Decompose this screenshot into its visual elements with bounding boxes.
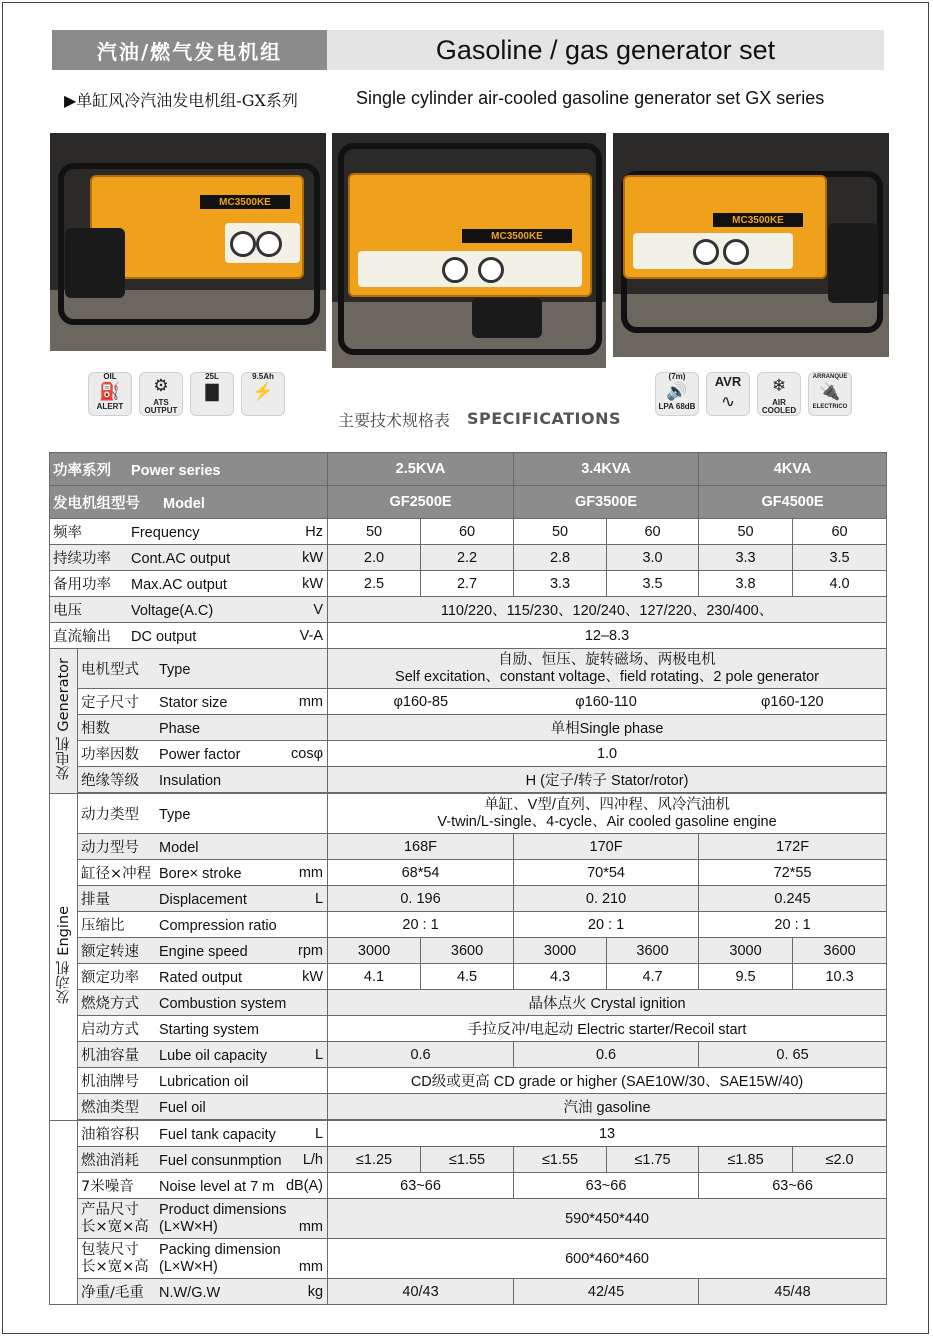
- table-row: 定子尺寸 Stator size mm φ160-85 φ160-110 φ160-120: [50, 689, 887, 715]
- table-row: 缸径×冲程 Bore× stroke mm 68*54 70*54 72*55: [50, 860, 887, 886]
- spec-title-cn: 主要技术规格表: [338, 411, 451, 430]
- table-row: 机油牌号 Lubrication oil CD级或更高 CD grade or higher (SAE10W/30、SAE15W/40): [50, 1068, 887, 1094]
- table-row: 排量 Displacement L 0. 196 0. 210 0.245: [50, 886, 887, 912]
- generator-photo-left: [50, 133, 326, 351]
- table-row: 动力型号 Model 168F 170F 172F: [50, 834, 887, 860]
- title-cn: 汽油/燃气发电机组: [52, 30, 327, 70]
- table-row: 机油容量 Lube oil capacity L 0.6 0.6 0. 65: [50, 1042, 887, 1068]
- table-row: 额定功率 Rated output kW 4.1 4.5 4.3 4.7 9.5 10.3: [50, 964, 887, 990]
- table-row: 直流输出 DC output V-A 12–8.3: [50, 623, 887, 649]
- model-label: MC3500KE: [200, 195, 290, 209]
- table-row: 燃油消耗 Fuel consunmption L/h ≤1.25 ≤1.55 ≤1.55 ≤1.75 ≤1.85 ≤2.0: [50, 1147, 887, 1173]
- model-label: MC3500KE: [462, 229, 572, 243]
- air-cooled-icon: ❄ AIR COOLED: [757, 372, 801, 416]
- table-row: 启动方式 Starting system 手拉反冲/电起动 Electric starter/Recoil start: [50, 1016, 887, 1042]
- table-row: 净重/毛重 N.W/G.W kg 40/43 42/45 45/48: [50, 1279, 887, 1305]
- model-label: MC3500KE: [713, 213, 803, 227]
- table-row: 7米噪音 Noise level at 7 m dB(A) 63~66 63~66 63~66: [50, 1173, 887, 1199]
- spec-table: [49, 452, 887, 1305]
- table-row: 产品尺寸 长×宽×高Product dimensions (L×W×H) mm 590*450*440: [50, 1199, 887, 1239]
- subtitle-en: Single cylinder air-cooled gasoline generator set GX series: [356, 88, 825, 108]
- table-row: 额定转速 Engine speed rpm 3000 3600 3000 3600 3000 3600: [50, 938, 887, 964]
- table-row: 功率因数 Power factor cosφ 1.0: [50, 741, 887, 767]
- table-row: 发电机组型号 Model GF2500E GF3500E GF4500E: [50, 486, 887, 519]
- avr-icon: AVR ∿: [706, 372, 750, 416]
- table-row: 压缩比 Compression ratio 20 : 1 20 : 1 20 : 1: [50, 912, 887, 938]
- table-row: 备用功率 Max.AC output kW 2.5 2.7 3.3 3.5 3.8 4.0: [50, 571, 887, 597]
- table-row: 电压 Voltage(A.C) V 110/220、115/230、120/240、127/220、230/400、: [50, 597, 887, 623]
- table-row: 相数 Phase 单相Single phase: [50, 715, 887, 741]
- section-generator-label: 发电机 Generator: [50, 649, 78, 794]
- section-engine-label: 发动机 Engine: [50, 794, 78, 1121]
- table-row: 燃烧方式 Combustion system 晶体点火 Crystal ignition: [50, 990, 887, 1016]
- table-row: 燃油类型 Fuel oil 汽油 gasoline: [50, 1094, 887, 1120]
- table-row: 包装尺寸 长×宽×高Packing dimension (L×W×H) mm 600*460*460: [50, 1239, 887, 1279]
- table-row: 油箱容积 Fuel tank capacity L 13: [50, 1121, 887, 1147]
- ats-output-icon: ⚙ ATS OUTPUT: [139, 372, 183, 416]
- spec-title-en: SPECIFICATIONS: [467, 409, 622, 428]
- fuel-tank-icon: 25L ▇: [190, 372, 234, 416]
- electric-start-icon: ARRANQUE 🔌 ELECTRICO: [808, 372, 852, 416]
- noise-icon: (7m) 🔊 LPA 68dB: [655, 372, 699, 416]
- battery-icon: 9.5Ah ⚡: [241, 372, 285, 416]
- table-row: 功率系列 Power series 2.5KVA 3.4KVA 4KVA: [50, 453, 887, 486]
- generator-photo-right: [613, 133, 889, 357]
- table-row: 发动机 Engine 动力类型 Type 单缸、V型/直列、四冲程、风冷汽油机 V-twin/L-single、4-cycle、Air cooled gasoline engine: [50, 794, 887, 834]
- table-row: 发电机 Generator 电机型式 Type 自励、恒压、旋转磁场、两极电机 Self excitation、constant voltage、field rotating、2 pole generator: [50, 649, 887, 689]
- table-row: 绝缘等级 Insulation H (定子/转子 Stator/rotor): [50, 767, 887, 793]
- title-en: Gasoline / gas generator set: [327, 30, 884, 70]
- table-row: 持续功率 Cont.AC output kW 2.0 2.2 2.8 3.0 3.3 3.5: [50, 545, 887, 571]
- generator-photo-center: [332, 133, 606, 368]
- subtitle-cn: ▶单缸风冷汽油发电机组-GX系列: [64, 91, 298, 110]
- table-row: 频率 Frequency Hz 50 60 50 60 50 60: [50, 519, 887, 545]
- oil-alert-icon: OIL ⛽ ALERT: [88, 372, 132, 416]
